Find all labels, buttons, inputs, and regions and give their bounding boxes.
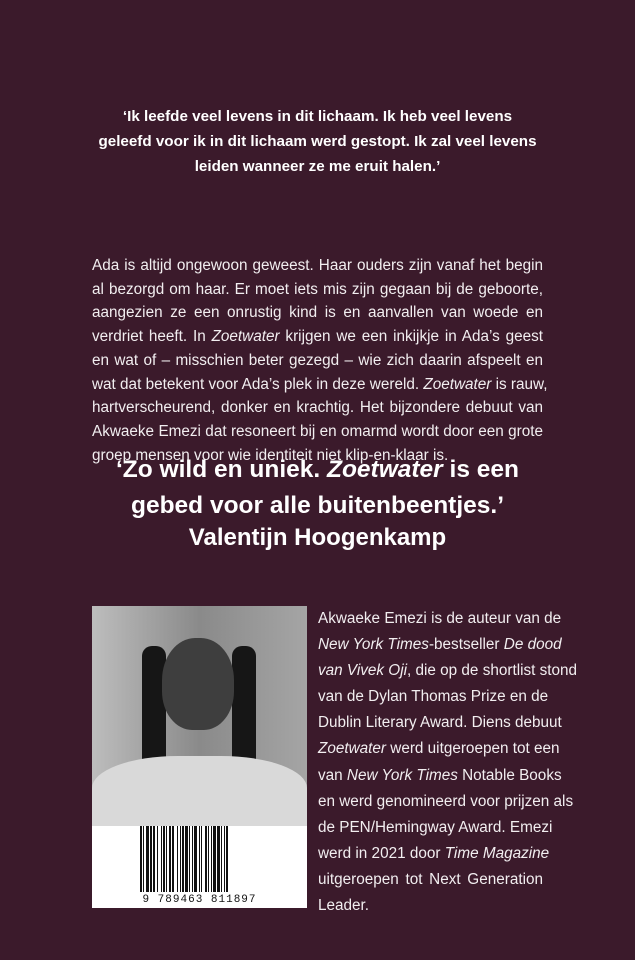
text-line bbox=[318, 893, 543, 919]
text-segment: wat dat betekent voor Ada’s plek in deze wereld. bbox=[92, 375, 424, 393]
author-bio bbox=[318, 606, 578, 919]
text-segment: Akwaeke Emezi dat resoneert bij en omarmd wordt door een grote bbox=[92, 422, 543, 440]
text-segment: van bbox=[318, 766, 347, 784]
text-segment: hartverscheurend, donker en krachtig. Het bijzondere debuut van bbox=[92, 399, 543, 417]
text-segment: Notable Books bbox=[457, 766, 562, 784]
barcode-bars bbox=[140, 826, 265, 892]
quote-line: geleefd voor ik in dit lichaam werd gestopt. Ik zal veel levens bbox=[98, 133, 537, 150]
text-segment: is rauw, bbox=[491, 375, 548, 393]
text-line bbox=[92, 301, 543, 325]
text-line bbox=[318, 867, 543, 893]
text-segment: en werd genomineerd voor prijzen als bbox=[318, 792, 574, 810]
text-segment: ‘Zo wild en uniek. bbox=[116, 456, 327, 483]
italic-title: De dood bbox=[503, 636, 562, 654]
quote-line: ‘Ik leefde veel levens in dit lichaam. Ik heb veel levens bbox=[122, 108, 513, 125]
text-segment: en wat of – misschien beter gezegd – wie zich daarin afspeelt en bbox=[92, 351, 543, 369]
text-segment: verdriet heeft. In bbox=[92, 328, 212, 346]
text-segment: al bezorgd om haar. Er moet iets mis zijn gegaan bij de geboorte, bbox=[92, 280, 543, 298]
text-segment: van de Dylan Thomas Prize en de bbox=[318, 688, 549, 706]
review-quote bbox=[60, 452, 575, 524]
text-segment: , die op de shortlist stond bbox=[407, 662, 578, 680]
text-segment: de PEN/Hemingway Award. Emezi bbox=[318, 818, 553, 836]
italic-title: Zoetwater bbox=[318, 740, 387, 758]
italic-title: Zoetwater bbox=[423, 375, 492, 393]
text-line bbox=[60, 488, 575, 524]
text-line bbox=[92, 254, 543, 278]
text-line bbox=[92, 420, 543, 444]
italic-title: New York Times bbox=[318, 636, 429, 654]
text-segment: -bestseller bbox=[428, 636, 504, 654]
reviewer-name: Valentijn Hoogenkamp bbox=[188, 524, 447, 551]
isbn-number: 9 789463 811897 bbox=[142, 894, 257, 906]
text-segment: gebed voor alle buitenbeentjes.’ bbox=[130, 492, 505, 519]
text-line bbox=[318, 815, 553, 841]
opening-quote bbox=[92, 104, 543, 179]
text-line bbox=[318, 684, 549, 710]
text-line bbox=[318, 736, 560, 762]
text-line bbox=[92, 373, 548, 397]
blurb-paragraph bbox=[92, 254, 548, 467]
text-line bbox=[92, 325, 543, 349]
text-segment: krijgen we een inkijkje in Ada’s geest bbox=[279, 328, 544, 346]
italic-title: Time Magazine bbox=[444, 844, 550, 862]
quote-line: leiden wanneer ze me eruit halen.’ bbox=[194, 158, 441, 175]
isbn-barcode bbox=[92, 826, 307, 908]
italic-title: New York Times bbox=[346, 766, 458, 784]
text-segment: werd in 2021 door bbox=[318, 844, 445, 862]
text-segment: aangezien ze een onrustig kind is en aanvallen van woede en bbox=[92, 304, 543, 322]
text-line bbox=[318, 841, 550, 867]
text-segment: werd uitgeroepen tot een bbox=[386, 740, 560, 758]
italic-title: Zoetwater bbox=[211, 328, 280, 346]
text-segment: groep mensen voor wie identiteit niet klip-en-klaar is. bbox=[92, 446, 449, 464]
text-segment: Dublin Literary Award. Diens debuut bbox=[318, 714, 562, 732]
text-segment: Akwaeke Emezi is de auteur van de bbox=[318, 610, 562, 627]
text-line bbox=[318, 658, 578, 684]
author-photo bbox=[92, 606, 307, 826]
italic-title: Zoetwater bbox=[327, 456, 443, 483]
text-segment: uitgeroepen tot Next Generation bbox=[318, 870, 543, 888]
text-segment: is een bbox=[442, 456, 519, 483]
text-line bbox=[318, 710, 562, 736]
text-line bbox=[60, 452, 575, 488]
text-segment: Ada is altijd ongewoon geweest. Haar ouders zijn vanaf het begin bbox=[92, 257, 543, 274]
italic-title: van Vivek Oji bbox=[318, 662, 407, 680]
text-line bbox=[318, 789, 574, 815]
text-line bbox=[318, 606, 562, 632]
text-line bbox=[92, 349, 543, 373]
text-line bbox=[92, 278, 543, 302]
text-segment: Leader. bbox=[318, 897, 370, 915]
text-line bbox=[318, 763, 562, 789]
text-line bbox=[92, 396, 543, 420]
text-line bbox=[318, 632, 562, 658]
